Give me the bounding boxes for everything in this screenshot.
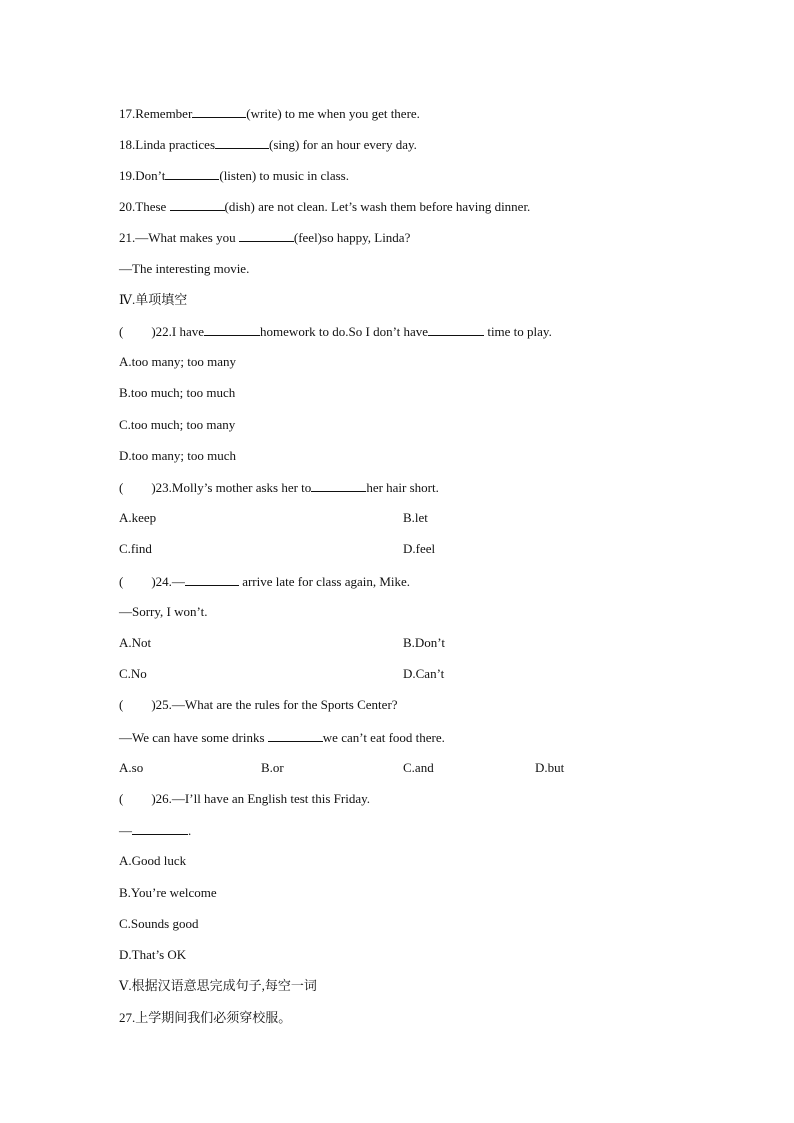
- q26-stem: )26.—I’ll have an English test this Friday.: [151, 791, 371, 806]
- section-5-heading: Ⅴ.根据汉语意思完成句子,每空一词: [119, 978, 317, 993]
- q24-option-b[interactable]: B.Don’t: [403, 635, 446, 650]
- q17-blank[interactable]: [192, 105, 246, 118]
- q24-suffix: arrive late for class again, Mike.: [238, 574, 411, 589]
- q25-option-a[interactable]: A.so: [119, 760, 144, 775]
- q19-prefix: 19.Don’t: [119, 168, 166, 183]
- q22-line: [119, 323, 552, 340]
- q26-blank[interactable]: [132, 822, 188, 835]
- q24-option-d[interactable]: D.Can’t: [403, 666, 445, 681]
- q26-option-b[interactable]: B.You’re welcome: [119, 885, 217, 900]
- q23-stem: )23.Molly’s mother asks her to: [151, 480, 312, 495]
- q23-option-b[interactable]: B.let: [403, 510, 428, 525]
- q23-suffix: her hair short.: [366, 480, 439, 495]
- q23-open-paren: (: [119, 480, 124, 495]
- q22-option-d[interactable]: D.too many; too much: [119, 448, 236, 463]
- q22-middle: homework to do.So I don’t have: [260, 324, 429, 339]
- q17-line: [119, 105, 420, 122]
- q27-line: 27.上学期间我们必须穿校服。: [119, 1010, 292, 1025]
- q23-option-d[interactable]: D.feel: [403, 541, 436, 556]
- q20-suffix: (dish) are not clean. Let’s wash them before having dinner.: [224, 199, 531, 214]
- q20-prefix: 20.These: [119, 199, 170, 214]
- section-4-heading: Ⅳ.单项填空: [119, 292, 188, 307]
- q22-blank-1[interactable]: [204, 323, 260, 336]
- q18-line: [119, 136, 417, 153]
- q23-option-a[interactable]: A.keep: [119, 510, 157, 525]
- q21-answer: —The interesting movie.: [119, 261, 250, 276]
- q19-blank[interactable]: [165, 167, 219, 180]
- q21-line: [119, 229, 410, 246]
- q25-reply-suffix: we can’t eat food there.: [322, 730, 445, 745]
- q21-suffix: (feel)so happy, Linda?: [293, 230, 411, 245]
- q21-prefix: 21.—What makes you: [119, 230, 239, 245]
- q26-option-a[interactable]: A.Good luck: [119, 853, 187, 868]
- q19-line: [119, 167, 349, 184]
- q26-option-d[interactable]: D.That’s OK: [119, 947, 187, 962]
- q24-option-c[interactable]: C.No: [119, 666, 147, 681]
- q25-open-paren: (: [119, 697, 124, 712]
- q24-stem: )24.—: [151, 574, 185, 589]
- q17-suffix: (write) to me when you get there.: [246, 106, 420, 121]
- q26-reply-prefix: —: [119, 823, 132, 838]
- q22-open-paren: (: [119, 324, 124, 339]
- q25-option-c[interactable]: C.and: [403, 760, 434, 775]
- q24-line: [119, 573, 410, 590]
- q22-suffix: time to play.: [484, 324, 552, 339]
- q23-option-c[interactable]: C.find: [119, 541, 152, 556]
- q25-option-b[interactable]: B.or: [261, 760, 284, 775]
- q25-blank[interactable]: [268, 729, 323, 742]
- q26-option-c[interactable]: C.Sounds good: [119, 916, 199, 931]
- q25-stem: )25.—What are the rules for the Sports Center?: [151, 697, 398, 712]
- q22-blank-2[interactable]: [428, 323, 484, 336]
- q25-option-d[interactable]: D.but: [535, 760, 565, 775]
- q22-option-a[interactable]: A.too many; too many: [119, 354, 236, 369]
- q24-open-paren: (: [119, 574, 124, 589]
- q26-reply: [119, 822, 191, 839]
- q26-reply-suffix: .: [188, 823, 192, 838]
- q24-reply: —Sorry, I won’t.: [119, 604, 208, 619]
- q25-line: [119, 697, 398, 713]
- q22-stem: )22.I have: [151, 324, 205, 339]
- q24-option-a[interactable]: A.Not: [119, 635, 152, 650]
- q22-option-c[interactable]: C.too much; too many: [119, 417, 236, 432]
- q26-open-paren: (: [119, 791, 124, 806]
- q19-suffix: (listen) to music in class.: [219, 168, 349, 183]
- q18-prefix: 18.Linda practices: [119, 137, 216, 152]
- q26-line: [119, 791, 370, 807]
- q24-blank[interactable]: [185, 573, 239, 586]
- q17-prefix: 17.Remember: [119, 106, 193, 121]
- q25-reply: [119, 729, 445, 746]
- q20-line: [119, 198, 530, 215]
- q20-blank[interactable]: [170, 198, 225, 211]
- q21-blank[interactable]: [239, 229, 294, 242]
- q22-option-b[interactable]: B.too much; too much: [119, 385, 236, 400]
- q18-suffix: (sing) for an hour every day.: [269, 137, 417, 152]
- q25-reply-prefix: —We can have some drinks: [119, 730, 268, 745]
- q18-blank[interactable]: [215, 136, 269, 149]
- q23-line: [119, 479, 439, 496]
- q23-blank[interactable]: [311, 479, 366, 492]
